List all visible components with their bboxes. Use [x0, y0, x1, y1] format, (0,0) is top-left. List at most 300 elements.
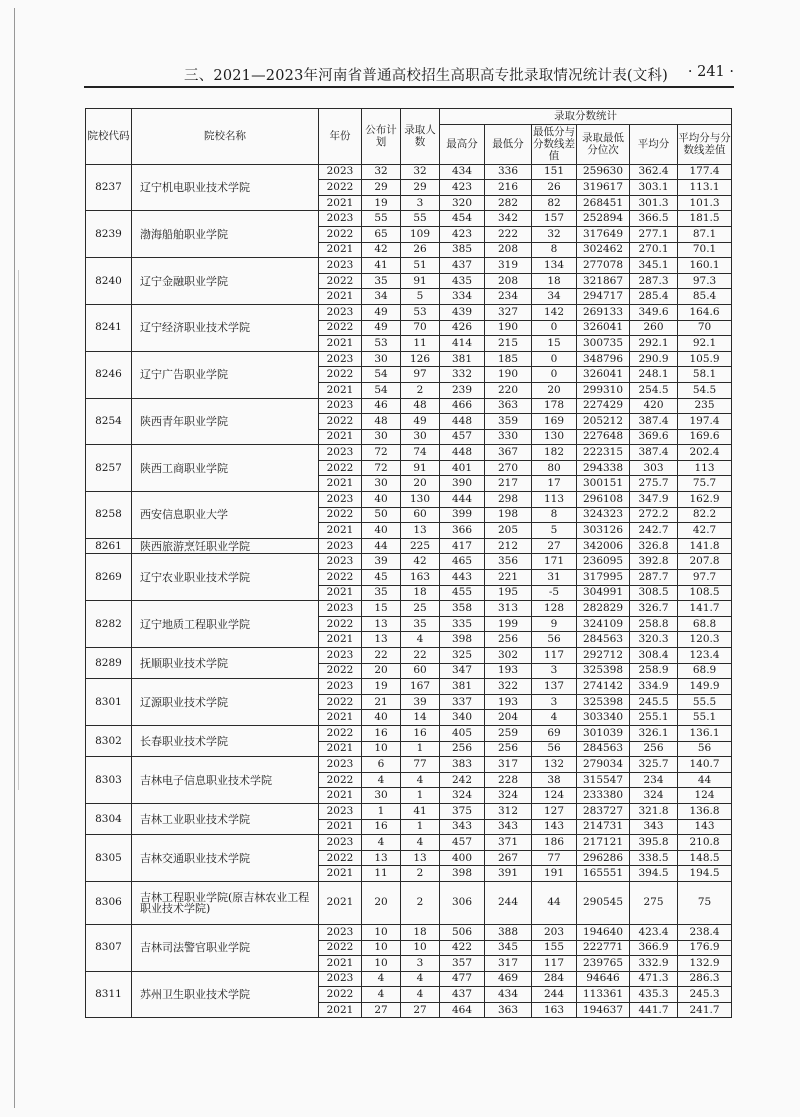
table-cell: 417 [440, 538, 485, 554]
table-cell: 4 [362, 971, 401, 987]
school-code: 8269 [86, 554, 132, 601]
school-code: 8237 [86, 164, 132, 211]
table-cell: 2021 [319, 866, 362, 882]
table-cell: 325.7 [630, 757, 678, 773]
table-cell: 4 [401, 835, 440, 851]
table-cell: 72 [362, 445, 401, 461]
table-cell: 101.3 [678, 195, 732, 211]
table-cell: -5 [532, 585, 577, 601]
table-cell: 169.6 [678, 429, 732, 445]
school-name: 辽宁金融职业学院 [132, 258, 319, 305]
table-cell: 55.1 [678, 710, 732, 726]
table-cell: 13 [362, 632, 401, 648]
table-cell: 169 [532, 414, 577, 430]
table-cell: 304991 [577, 585, 630, 601]
table-cell: 29 [401, 180, 440, 196]
table-cell: 2022 [319, 772, 362, 788]
table-cell: 55.5 [678, 694, 732, 710]
table-cell: 4 [401, 772, 440, 788]
table-row [86, 757, 732, 773]
table-cell: 2023 [319, 445, 362, 461]
table-cell: 239765 [577, 956, 630, 972]
table-cell: 401 [440, 460, 485, 476]
table-cell: 10 [362, 741, 401, 757]
table-cell: 10 [362, 956, 401, 972]
table-cell: 399 [440, 507, 485, 523]
table-cell: 319617 [577, 180, 630, 196]
table-cell: 20 [532, 382, 577, 398]
table-cell: 366.5 [630, 211, 678, 227]
table-cell: 387.4 [630, 445, 678, 461]
table-cell: 448 [440, 445, 485, 461]
table-row [86, 971, 732, 987]
table-cell: 317649 [577, 226, 630, 242]
table-cell: 434 [485, 987, 532, 1003]
table-cell: 457 [440, 429, 485, 445]
table-cell: 338.5 [630, 850, 678, 866]
table-cell: 70 [678, 320, 732, 336]
table-cell: 202.4 [678, 445, 732, 461]
table-cell: 383 [440, 757, 485, 773]
table-row [86, 304, 732, 320]
table-cell: 2022 [319, 725, 362, 741]
table-cell: 72 [362, 460, 401, 476]
table-cell: 282829 [577, 601, 630, 617]
table-cell: 31 [532, 570, 577, 586]
school-name: 辽宁农业职业技术学院 [132, 554, 319, 601]
table-cell: 258.8 [630, 616, 678, 632]
table-cell: 26 [401, 242, 440, 258]
table-cell: 15 [532, 336, 577, 352]
table-cell: 0 [532, 320, 577, 336]
table-cell: 4 [362, 835, 401, 851]
table-cell: 2021 [319, 585, 362, 601]
table-cell: 157 [532, 211, 577, 227]
table-cell: 75.7 [678, 476, 732, 492]
table-cell: 439 [440, 304, 485, 320]
table-cell: 195 [485, 585, 532, 601]
table-cell: 268451 [577, 195, 630, 211]
table-cell: 127 [532, 803, 577, 819]
table-cell: 343 [630, 819, 678, 835]
table-cell: 469 [485, 971, 532, 987]
table-cell: 69 [532, 725, 577, 741]
school-name: 吉林工业职业技术学院 [132, 803, 319, 834]
table-cell: 2023 [319, 258, 362, 274]
table-cell: 34 [362, 289, 401, 305]
table-cell: 272.2 [630, 507, 678, 523]
table-cell: 2021 [319, 429, 362, 445]
table-cell: 290.9 [630, 351, 678, 367]
table-cell: 345.1 [630, 258, 678, 274]
table-cell: 22 [362, 648, 401, 664]
table-cell: 48 [362, 414, 401, 430]
table-cell: 366 [440, 523, 485, 539]
table-row [86, 601, 732, 617]
table-cell: 13 [401, 850, 440, 866]
table-cell: 176.9 [678, 940, 732, 956]
table-cell: 54 [362, 382, 401, 398]
table-cell: 302462 [577, 242, 630, 258]
table-cell: 18 [401, 585, 440, 601]
table-cell: 2023 [319, 164, 362, 180]
table-cell: 283727 [577, 803, 630, 819]
table-cell: 10 [362, 924, 401, 940]
table-cell: 326.1 [630, 725, 678, 741]
table-cell: 216 [485, 180, 532, 196]
table-cell: 60 [401, 507, 440, 523]
table-cell: 239 [440, 382, 485, 398]
table-cell: 56 [532, 632, 577, 648]
table-cell: 25 [401, 601, 440, 617]
table-cell: 2021 [319, 819, 362, 835]
table-cell: 186 [532, 835, 577, 851]
table-cell: 325398 [577, 663, 630, 679]
table-cell: 70 [401, 320, 440, 336]
table-cell: 2 [401, 881, 440, 924]
table-cell: 270 [485, 460, 532, 476]
table-cell: 313 [485, 601, 532, 617]
table-cell: 2022 [319, 987, 362, 1003]
table-cell: 1 [362, 803, 401, 819]
table-cell: 77 [532, 850, 577, 866]
table-cell: 27 [362, 1002, 401, 1018]
table-cell: 136.1 [678, 725, 732, 741]
table-cell: 381 [440, 351, 485, 367]
table-cell: 143 [678, 819, 732, 835]
table-cell: 140.7 [678, 757, 732, 773]
table-cell: 6 [362, 757, 401, 773]
table-cell: 303126 [577, 523, 630, 539]
table-cell: 14 [401, 710, 440, 726]
table-cell: 42 [401, 554, 440, 570]
table-cell: 2023 [319, 803, 362, 819]
table-cell: 300151 [577, 476, 630, 492]
table-cell: 317 [485, 956, 532, 972]
table-cell: 75 [678, 881, 732, 924]
table-cell: 46 [362, 398, 401, 414]
table-cell: 55 [401, 211, 440, 227]
table-cell: 274142 [577, 679, 630, 695]
col-header: 平均分 [630, 124, 678, 164]
table-cell: 347.9 [630, 492, 678, 508]
table-cell: 398 [440, 632, 485, 648]
table-cell: 203 [532, 924, 577, 940]
col-header: 录取最低分位次 [577, 124, 630, 164]
table-cell: 51 [401, 258, 440, 274]
table-cell: 198 [485, 507, 532, 523]
school-name: 辽宁地质工程职业学院 [132, 601, 319, 648]
table-cell: 160.1 [678, 258, 732, 274]
table-cell: 2021 [319, 523, 362, 539]
table-cell: 30 [362, 788, 401, 804]
table-cell: 287.7 [630, 570, 678, 586]
table-cell: 2022 [319, 180, 362, 196]
table-cell: 2022 [319, 273, 362, 289]
school-code: 8257 [86, 445, 132, 492]
table-cell: 49 [362, 304, 401, 320]
table-cell: 124 [532, 788, 577, 804]
table-cell: 320 [440, 195, 485, 211]
table-cell: 348796 [577, 351, 630, 367]
table-cell: 2022 [319, 694, 362, 710]
table-row [86, 648, 732, 664]
school-code: 8311 [86, 971, 132, 1018]
table-row [86, 492, 732, 508]
table-cell: 32 [401, 164, 440, 180]
table-head [86, 109, 732, 165]
table-cell: 454 [440, 211, 485, 227]
table-cell: 134 [532, 258, 577, 274]
table-cell: 4 [401, 971, 440, 987]
table-cell: 2 [401, 866, 440, 882]
table-cell: 359 [485, 414, 532, 430]
table-cell: 130 [532, 429, 577, 445]
table-cell: 212 [485, 538, 532, 554]
table-cell: 45 [362, 570, 401, 586]
table-cell: 394.5 [630, 866, 678, 882]
table-cell: 325 [440, 648, 485, 664]
table-cell: 97.7 [678, 570, 732, 586]
table-cell: 21 [362, 694, 401, 710]
table-cell: 326041 [577, 320, 630, 336]
table-row [86, 398, 732, 414]
table-cell: 54 [362, 367, 401, 383]
school-code: 8240 [86, 258, 132, 305]
table-cell: 2023 [319, 679, 362, 695]
table-cell: 221 [485, 570, 532, 586]
table-cell: 2022 [319, 570, 362, 586]
table-cell: 193 [485, 694, 532, 710]
table-cell: 255.1 [630, 710, 678, 726]
table-cell: 388 [485, 924, 532, 940]
table-cell: 321867 [577, 273, 630, 289]
table-cell: 437 [440, 987, 485, 1003]
table-cell: 367 [485, 445, 532, 461]
school-name: 吉林司法警官职业学院 [132, 924, 319, 971]
table-cell: 85.4 [678, 289, 732, 305]
table-cell: 1 [401, 788, 440, 804]
table-cell: 55 [362, 211, 401, 227]
table-cell: 290545 [577, 881, 630, 924]
table-cell: 322 [485, 679, 532, 695]
table-cell: 4 [362, 987, 401, 1003]
table-cell: 117 [532, 956, 577, 972]
school-name: 吉林工程职业学院(原吉林农业工程职业技术学院) [132, 881, 319, 924]
table-cell: 366.9 [630, 940, 678, 956]
school-code: 8306 [86, 881, 132, 924]
school-code: 8261 [86, 538, 132, 554]
school-name: 陕西青年职业学院 [132, 398, 319, 445]
table-cell: 190 [485, 367, 532, 383]
table-cell: 2023 [319, 971, 362, 987]
school-code: 8301 [86, 679, 132, 726]
table-cell: 54.5 [678, 382, 732, 398]
table-cell: 465 [440, 554, 485, 570]
table-cell: 16 [362, 725, 401, 741]
table-cell: 194637 [577, 1002, 630, 1018]
table-cell: 285.4 [630, 289, 678, 305]
table-cell: 68.9 [678, 663, 732, 679]
table-cell: 282 [485, 195, 532, 211]
table-cell: 94646 [577, 971, 630, 987]
table-cell: 29 [362, 180, 401, 196]
table-cell: 42 [362, 242, 401, 258]
table-cell: 334.9 [630, 679, 678, 695]
table-cell: 324 [440, 788, 485, 804]
table-cell: 113 [532, 492, 577, 508]
table-cell: 41 [362, 258, 401, 274]
table-cell: 40 [362, 710, 401, 726]
table-cell: 17 [532, 476, 577, 492]
table-cell: 277.1 [630, 226, 678, 242]
table-cell: 56 [678, 741, 732, 757]
table-cell: 34 [532, 289, 577, 305]
table-cell: 392.8 [630, 554, 678, 570]
table-cell: 35 [401, 616, 440, 632]
table-cell: 2022 [319, 320, 362, 336]
table-cell: 53 [401, 304, 440, 320]
table-cell: 80 [532, 460, 577, 476]
table-cell: 244 [532, 987, 577, 1003]
table-cell: 317 [485, 757, 532, 773]
table-cell: 4 [401, 987, 440, 1003]
table-cell: 2021 [319, 382, 362, 398]
table-cell: 2021 [319, 336, 362, 352]
school-code: 8258 [86, 492, 132, 539]
table-cell: 2022 [319, 460, 362, 476]
table-row [86, 881, 732, 924]
table-cell: 148.5 [678, 850, 732, 866]
table-cell: 303340 [577, 710, 630, 726]
table-cell: 132.9 [678, 956, 732, 972]
table-cell: 178 [532, 398, 577, 414]
table-cell: 260 [630, 320, 678, 336]
table-cell: 18 [532, 273, 577, 289]
table-cell: 19 [362, 679, 401, 695]
school-code: 8254 [86, 398, 132, 445]
table-cell: 30 [362, 351, 401, 367]
table-cell: 49 [362, 320, 401, 336]
table-cell: 15 [362, 601, 401, 617]
table-cell: 120.3 [678, 632, 732, 648]
table-cell: 210.8 [678, 835, 732, 851]
table-cell: 2 [401, 382, 440, 398]
table-cell: 19 [362, 195, 401, 211]
table-cell: 335 [440, 616, 485, 632]
table-cell: 294338 [577, 460, 630, 476]
table-cell: 343 [485, 819, 532, 835]
table-cell: 252894 [577, 211, 630, 227]
table-cell: 113.1 [678, 180, 732, 196]
table-cell: 32 [362, 164, 401, 180]
table-cell: 109 [401, 226, 440, 242]
table-cell: 91 [401, 460, 440, 476]
school-name: 吉林电子信息职业技术学院 [132, 757, 319, 804]
table-cell: 194640 [577, 924, 630, 940]
table-cell: 256 [440, 741, 485, 757]
table-cell: 32 [532, 226, 577, 242]
table-cell: 1 [401, 819, 440, 835]
table-row [86, 258, 732, 274]
table-cell: 455 [440, 585, 485, 601]
school-code: 8304 [86, 803, 132, 834]
table-cell: 97 [401, 367, 440, 383]
page-header [84, 62, 734, 88]
table-cell: 2021 [319, 242, 362, 258]
table-cell: 345 [485, 940, 532, 956]
table-cell: 259630 [577, 164, 630, 180]
table-cell: 97.3 [678, 273, 732, 289]
table-cell: 0 [532, 367, 577, 383]
table-cell: 68.8 [678, 616, 732, 632]
table-cell: 258.9 [630, 663, 678, 679]
table-row [86, 924, 732, 940]
school-code: 8302 [86, 725, 132, 756]
table-row [86, 445, 732, 461]
table-cell: 4 [532, 710, 577, 726]
scan-margin-line [18, 270, 19, 790]
table-cell: 369.6 [630, 429, 678, 445]
table-cell: 92.1 [678, 336, 732, 352]
table-cell: 414 [440, 336, 485, 352]
school-name: 陕西工商职业学院 [132, 445, 319, 492]
table-cell: 181.5 [678, 211, 732, 227]
table-cell: 233380 [577, 788, 630, 804]
table-cell: 342006 [577, 538, 630, 554]
table-cell: 217121 [577, 835, 630, 851]
table-cell: 222 [485, 226, 532, 242]
table-cell: 330 [485, 429, 532, 445]
table-cell: 241.7 [678, 1002, 732, 1018]
table-cell: 294717 [577, 289, 630, 305]
table-cell: 2021 [319, 476, 362, 492]
table-cell: 422 [440, 940, 485, 956]
table-cell: 30 [362, 476, 401, 492]
school-code: 8246 [86, 351, 132, 398]
table-cell: 420 [630, 398, 678, 414]
table-cell: 130 [401, 492, 440, 508]
table-cell: 113 [678, 460, 732, 476]
table-cell: 357 [440, 956, 485, 972]
table-cell: 155 [532, 940, 577, 956]
table-cell: 171 [532, 554, 577, 570]
table-cell: 40 [362, 523, 401, 539]
table-cell: 2023 [319, 351, 362, 367]
table-cell: 317995 [577, 570, 630, 586]
table-cell: 2022 [319, 507, 362, 523]
table-cell: 299310 [577, 382, 630, 398]
school-name: 吉林交通职业技术学院 [132, 835, 319, 882]
table-cell: 49 [401, 414, 440, 430]
table-cell: 117 [532, 648, 577, 664]
col-header: 最低分与分数线差值 [533, 126, 575, 163]
table-cell: 279034 [577, 757, 630, 773]
table-cell: 2021 [319, 632, 362, 648]
table-cell: 277078 [577, 258, 630, 274]
table-cell: 1 [401, 741, 440, 757]
table-cell: 298 [485, 492, 532, 508]
school-name: 长春职业技术学院 [132, 725, 319, 756]
table-cell: 308.5 [630, 585, 678, 601]
school-code: 8241 [86, 304, 132, 351]
table-cell: 303 [630, 460, 678, 476]
table-cell: 363 [485, 398, 532, 414]
table-cell: 2022 [319, 940, 362, 956]
table-cell: 48 [401, 398, 440, 414]
school-name: 渤海船舶职业学院 [132, 211, 319, 258]
school-name: 西安信息职业大学 [132, 492, 319, 539]
